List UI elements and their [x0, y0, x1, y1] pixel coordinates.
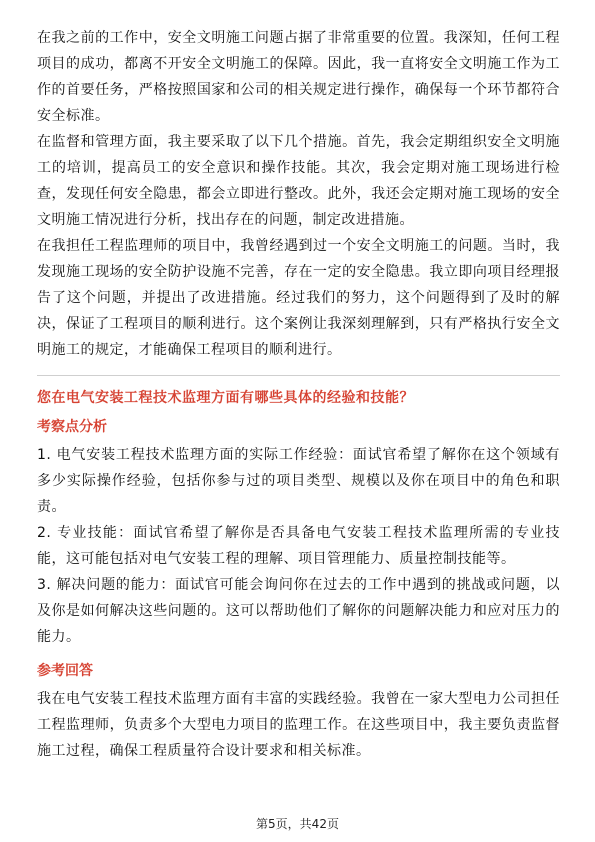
analysis-item-2: 2. 专业技能：面试官希望了解你是否具备电气安装工程技术监理所需的专业技能，这可能包括对电气安装工程的理解、项目管理能力、质量控制技能等。 [37, 525, 560, 567]
body-paragraph-2: 在监督和管理方面，我主要采取了以下几个措施。首先，我会定期组织安全文明施工的培训，提高员工的安全意识和操作技能。其次，我会定期对施工现场进行检查，发现任何安全隐患，都会立即进行整改。此外，我还会定期对施工现场的安全文明施工情况进行分析，找出存在的问题，制定改进措施。 [37, 134, 560, 228]
answer-heading: 参考回答 [37, 663, 93, 679]
page-number: 第5页，共42页 [256, 817, 339, 831]
body-paragraph-3: 在我担任工程监理师的项目中，我曾经遇到过一个安全文明施工的问题。当时，我发现施工现场的安全防护设施不完善，存在一定的安全隐患。我立即向项目经理报告了这个问题，并提出了改进措施。经过我们的努力，这个问题得到了及时的解决，保证了工程项目的顺利进行。这个案例让我深刻理解到，只有严格执行安全文明施工的规定，才能确保工程项目的顺利进行。 [37, 238, 560, 358]
analysis-item-3: 3. 解决问题的能力：面试官可能会询问你在过去的工作中遇到的挑战或问题，以及你是如何解决这些问题的。这可以帮助他们了解你的问题解决能力和应对压力的能力。 [37, 577, 560, 645]
analysis-item-1: 1. 电气安装工程技术监理方面的实际工作经验：面试官希望了解你在这个领域有多少实际操作经验，包括你参与过的项目类型、规模以及你在项目中的角色和职责。 [37, 447, 560, 515]
page-content [37, 25, 560, 764]
body-paragraph-1: 在我之前的工作中，安全文明施工问题占据了非常重要的位置。我深知，任何工程项目的成功，都离不开安全文明施工的保障。因此，我一直将安全文明施工作为工作的首要任务，严格按照国家和公司的相关规定进行操作，确保每一个环节都符合安全标准。 [37, 30, 560, 124]
interview-question: 您在电气安装工程技术监理方面有哪些具体的经验和技能？ [37, 390, 414, 406]
section-divider [37, 375, 560, 376]
answer-text: 我在电气安装工程技术监理方面有丰富的实践经验。我曾在一家大型电力公司担任工程监理师，负责多个大型电力项目的监理工作。在这些项目中，我主要负责监督施工过程，确保工程质量符合设计要求和相关标准。 [37, 691, 560, 759]
analysis-heading: 考察点分析 [37, 419, 107, 435]
